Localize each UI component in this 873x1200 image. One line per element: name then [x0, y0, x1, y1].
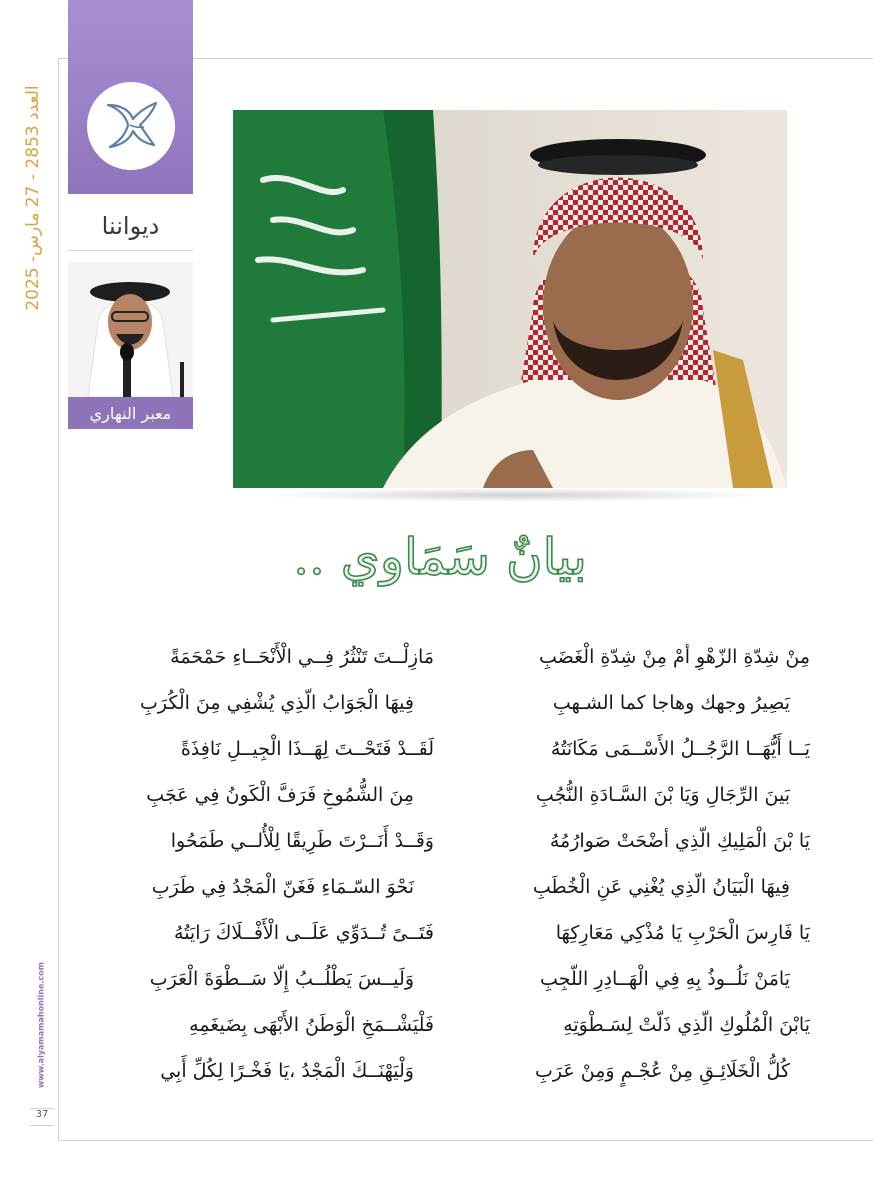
poem-verse: وَلْيَهْنَــكَ الْمَجْدُ ،يَا فَخْـرًا لِكُلِّ أَبِي — [160, 1060, 414, 1082]
poem-verse: يَابْنَ الْمُلُوكِ الّذِي ذَلّتْ لِسَـطْوَتِهِ — [563, 1014, 810, 1036]
issue-line: العدد 2853 - 27 مارس- 2025 — [23, 85, 43, 311]
poem-verse: فِيهَا الْبَيَانُ الّذِي يُغْنِي عَنِ الْخُطَبِ — [532, 876, 790, 898]
page-number: 37 — [30, 1108, 54, 1126]
poem-verse: نَحْوَ السّـمَاءِ فَغَنّ الْمَجْدُ فِي طَرَبِ — [151, 876, 414, 898]
issue-info — [18, 58, 48, 338]
section-label: ديواننا — [68, 202, 193, 251]
poem-verse: وَلَيــسَ يَطْلُــبُ إِلّا سَــطْوَةَ الْعَرَبِ — [149, 968, 414, 990]
hero-shadow — [256, 488, 776, 502]
poem-verse: يَصِيرُ وجهك وهاجا كما الشـهبِ — [552, 692, 790, 714]
poem-verse: يَا فَارِسَ الْحَرْبِ يَا مُذْكِي مَعَارِكِهَا — [555, 922, 810, 944]
poem-verse: يَامَنْ نَلُــوذُ بِهِ فِي الْهَــادِرِ اللّجِبِ — [540, 968, 790, 990]
poem-verse: يَــا أَيُّهَــا الرَّجُــلُ الأَسْــمَى مَكَانَتُهُ — [550, 738, 810, 760]
poem-left-column — [70, 646, 434, 1106]
website-text: www.alyamamahonline.com — [36, 961, 46, 1089]
dove-logo-icon — [87, 82, 175, 170]
poem-verse: مَازِلْــتَ تَنْثُرُ فِــي الْأَنْحَــاءِ حَمْحَمَةً — [170, 646, 434, 668]
website-url — [34, 960, 48, 1090]
poem-title: بيانٌ سَمَاوي .. — [293, 528, 587, 586]
poem-verse: فَلْيَشْــمَخِ الْوَطَنُ الأَبْهَى بِضَيغَمِهِ — [189, 1014, 434, 1036]
poem-verse: فَتَــىً تُــدَوِّي عَلَــى الْأَفْــلَاكَ رَايَتُهُ — [174, 922, 434, 944]
poem-verse: وَقَــدْ أَنَــرْتَ طَرِيقًا لِلْأُلــي طَمَحُوا — [170, 830, 434, 852]
poem-verse: فِيهَا الْجَوَابُ الّذِي يُشْفِي مِنَ الْكُرَبِ — [139, 692, 414, 714]
poem-verse: مِنْ شِدّةِ الزّهْوِ أمْ مِنْ شِدّةِ الْغَضَبِ — [538, 646, 810, 668]
poem-verse: لَقَــدْ فَتَحْــتَ لِهَــذَا الْجِيــلِ نَافِذَةً — [180, 738, 434, 760]
poem-right-column — [458, 646, 810, 1106]
author-photo — [68, 262, 193, 397]
author-name: معبر النهاري — [68, 397, 193, 429]
poem-verse: مِنَ الشُّمُوخِ فَرَفَّ الْكَونُ فِي عَجَبِ — [146, 784, 414, 806]
poem-verse: يَا بْنَ الْمَلِيكِ الّذِي أضْحَتْ صَوارُمُهُ — [549, 830, 810, 852]
section-tab-band — [68, 188, 193, 194]
poem-verse: بَينَ الرِّجَالِ وَيَا بْنَ السَّـادَةِ النُّجُبِ — [535, 784, 790, 806]
poem-verse: كُلُّ الْخَلَائِـقِ مِنْ عُجْـمٍ وَمِنْ عَرَبِ — [535, 1060, 790, 1082]
hero-photo — [233, 110, 787, 488]
frame-bottom-rule — [58, 1140, 873, 1141]
frame-left-rule — [58, 58, 59, 1140]
